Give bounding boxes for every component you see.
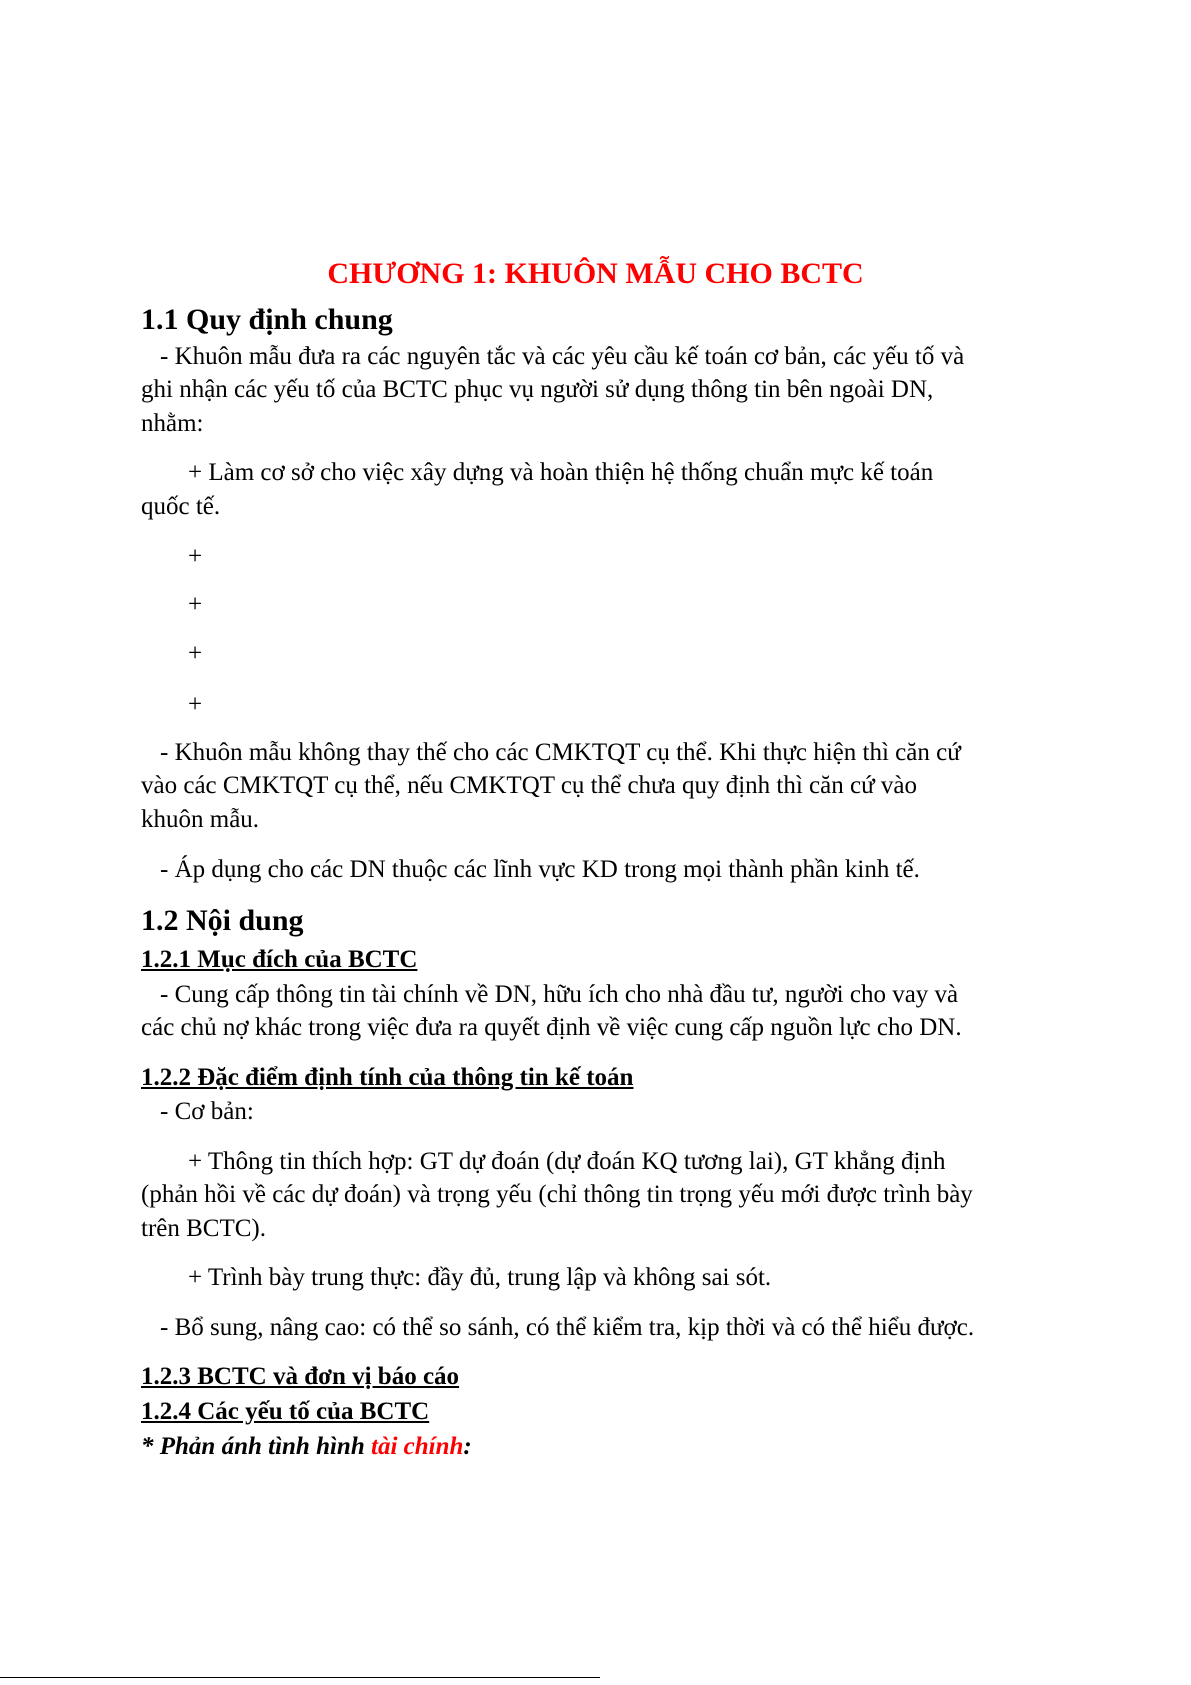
paragraph-line: - Bổ sung, nâng cao: có thể so sánh, có thể kiểm tra, kịp thời và có thể hiểu được.	[160, 1314, 975, 1341]
empty-bullet: +	[188, 543, 203, 570]
empty-bullet: +	[188, 640, 203, 667]
paragraph-line: vào các CMKTQT cụ thể, nếu CMKTQT cụ thể chưa quy định thì căn cứ vào	[141, 772, 917, 799]
subsection-heading-1-2-1: 1.2.1 Mục đích của BCTC	[141, 946, 418, 973]
subsection-heading-1-2-2: 1.2.2 Đặc điểm định tính của thông tin kế toán	[141, 1064, 634, 1091]
paragraph-line: - Khuôn mẫu đưa ra các nguyên tắc và các yêu cầu kế toán cơ bản, các yếu tố và	[160, 343, 965, 370]
section-heading-1-2: 1.2 Nội dung	[141, 904, 304, 937]
bullet-line: quốc tế.	[141, 493, 221, 520]
paragraph-line: ghi nhận các yếu tố của BCTC phục vụ người sử dụng thông tin bên ngoài DN,	[141, 376, 934, 403]
paragraph-line: - Áp dụng cho các DN thuộc các lĩnh vực KD trong mọi thành phần kinh tế.	[160, 856, 920, 883]
paragraph-line: nhằm:	[141, 410, 204, 437]
empty-bullet: +	[188, 591, 203, 618]
bullet-line: + Làm cơ sở cho việc xây dựng và hoàn thiện hệ thống chuẩn mực kế toán	[188, 459, 934, 486]
subsection-subtitle	[141, 1432, 472, 1462]
subtitle-prefix: * Phản ánh tình hình	[141, 1433, 371, 1460]
subtitle-highlight: tài chính	[371, 1433, 464, 1460]
bullet-line: + Trình bày trung thực: đầy đủ, trung lập và không sai sót.	[188, 1264, 772, 1291]
paragraph-line: các chủ nợ khác trong việc đưa ra quyết định về việc cung cấp nguồn lực cho DN.	[141, 1014, 962, 1041]
paragraph-line: - Cơ bản:	[160, 1098, 254, 1125]
chapter-title: CHƯƠNG 1: KHUÔN MẪU CHO BCTC	[327, 257, 864, 290]
empty-bullet: +	[188, 691, 203, 718]
paragraph-line: - Khuôn mẫu không thay thế cho các CMKTQT cụ thể. Khi thực hiện thì căn cứ	[160, 739, 961, 766]
bullet-line: + Thông tin thích hợp: GT dự đoán (dự đoán KQ tương lai), GT khẳng định	[188, 1148, 946, 1175]
bottom-divider	[0, 1677, 600, 1678]
bullet-line: trên BCTC).	[141, 1215, 266, 1242]
paragraph-line: - Cung cấp thông tin tài chính về DN, hữu ích cho nhà đầu tư, người cho vay và	[160, 981, 959, 1008]
subsection-heading-1-2-4: 1.2.4 Các yếu tố của BCTC	[141, 1398, 430, 1425]
bullet-line: (phản hồi về các dự đoán) và trọng yếu (chỉ thông tin trọng yếu mới được trình bày	[141, 1181, 973, 1208]
paragraph-line: khuôn mẫu.	[141, 806, 260, 833]
section-heading-1-1: 1.1 Quy định chung	[141, 303, 393, 336]
subsection-heading-1-2-3: 1.2.3 BCTC và đơn vị báo cáo	[141, 1363, 460, 1390]
subtitle-suffix: :	[463, 1433, 472, 1460]
